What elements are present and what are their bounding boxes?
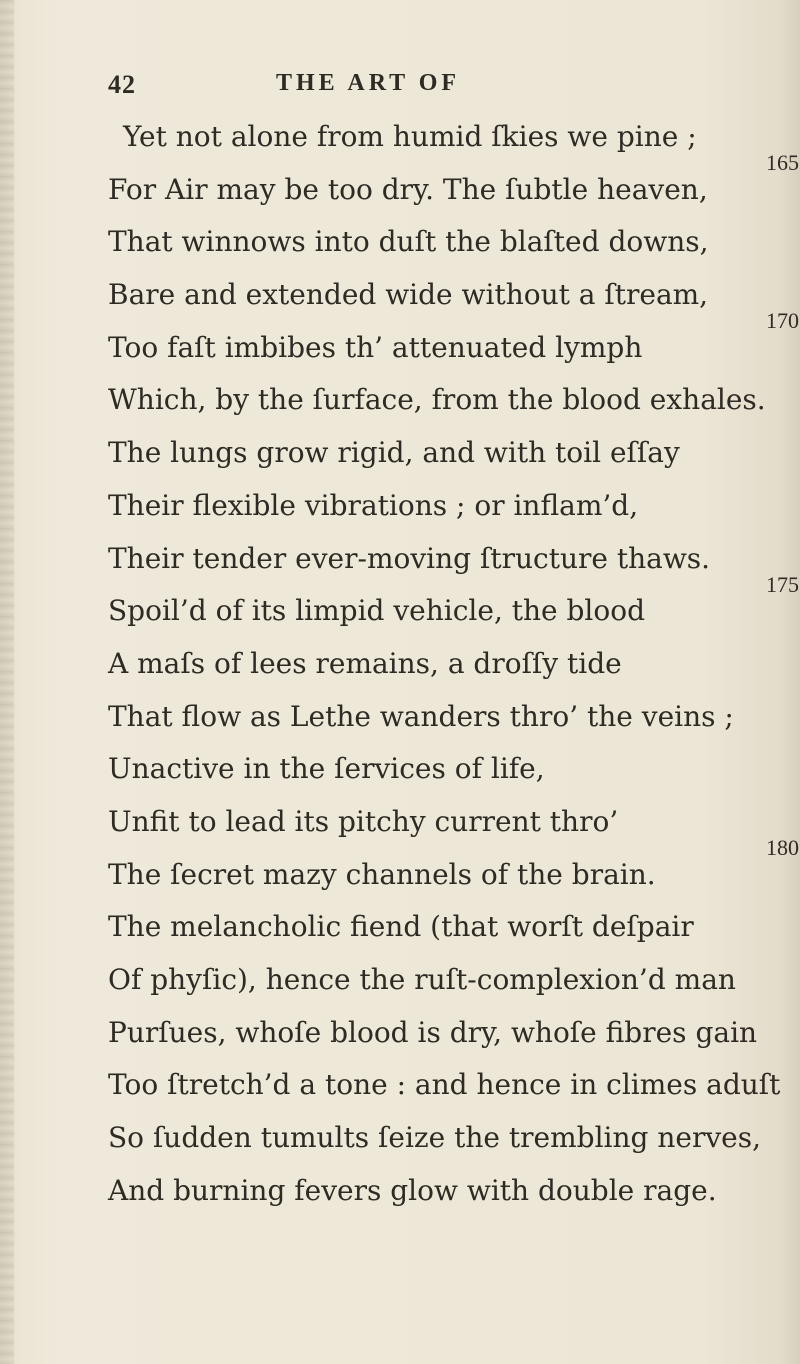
verse-line: Purſues, whoſe blood is dry, whoſe fibres gain: [108, 1015, 758, 1049]
verse-line: So ſudden tumults ſeize the trembling nerves,: [108, 1121, 761, 1155]
verse-line: That flow as Lethe wanders thro’ the veins ;: [108, 699, 734, 733]
page-number: 42: [108, 70, 136, 99]
verse-line: Which, by the ſurface, from the blood exhales.: [108, 383, 766, 417]
verse-line: Too faſt imbibes th’ attenuated lymph: [108, 330, 643, 364]
line-number: 170: [766, 308, 799, 333]
verse-line: Their tender ever-moving ſtructure thaws.: [108, 541, 711, 575]
line-number: 175: [766, 572, 799, 597]
verse-line: The melancholic fiend (that worſt deſpair: [108, 910, 694, 944]
running-title: THE ART OF: [276, 70, 461, 96]
verse-line: The lungs grow rigid, and with toil eſſay: [108, 436, 680, 470]
verse-line: Yet not alone from humid ſkies we pine ;: [123, 120, 697, 153]
verse-line: The ſecret mazy channels of the brain.: [108, 857, 656, 891]
verse-line: Of phyſic), hence the ruſt-complexion’d man: [108, 963, 736, 996]
line-number: 180: [766, 835, 799, 860]
page-gutter: [0, 0, 14, 1364]
verse-line: Their flexible vibrations ; or inflam’d,: [108, 488, 639, 522]
verse-line: That winnows into duſt the blaſted downs,: [108, 225, 709, 259]
line-number: 165: [766, 150, 799, 175]
verse-line: And burning fevers glow with double rage.: [108, 1173, 717, 1207]
verse-line: Spoil’d of its limpid vehicle, the blood: [108, 594, 646, 628]
verse-line: Unfit to lead its pitchy current thro’: [108, 804, 619, 838]
verse-line: Too ſtretch’d a tone : and hence in climes aduſt: [108, 1068, 781, 1102]
verse-line: For Air may be too dry. The ſubtle heaven,: [108, 172, 708, 206]
page-header: [0, 70, 800, 110]
poem-text: [108, 111, 781, 1217]
verse-line: A maſs of lees remains, a droſſy tide: [108, 646, 622, 680]
verse-line: Unactive in the ſervices of life,: [108, 752, 545, 786]
verse-line: Bare and extended wide without a ſtream,: [108, 278, 709, 312]
